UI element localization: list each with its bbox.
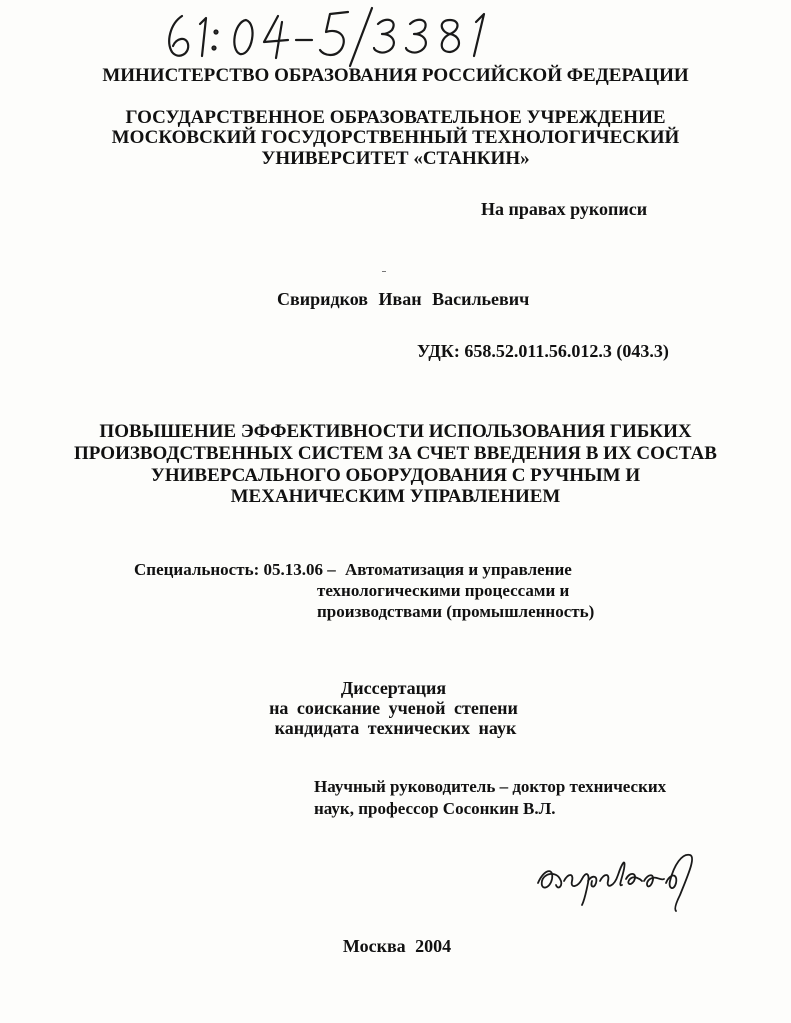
dissertation-line-3: кандидата технических наук bbox=[274, 718, 517, 738]
rights-note: На правах рукописи bbox=[481, 199, 648, 219]
institution-line-2: МОСКОВСКИЙ ГОСУДОРСТВЕННЫЙ ТЕХНОЛОГИЧЕСКИЙ bbox=[111, 127, 680, 148]
thesis-title-line-3: УНИВЕРСАЛЬНОГО ОБОРУДОВАНИЯ С РУЧНЫМ И bbox=[150, 465, 641, 486]
specialty-label: Специальность: 05.13.06 – bbox=[134, 560, 336, 579]
ministry-heading: МИНИСТЕРСТВО ОБРАЗОВАНИЯ РОССИЙСКОЙ ФЕДЕРАЦИИ bbox=[102, 65, 689, 86]
author-name: Свиридков Иван Васильевич bbox=[277, 289, 530, 309]
supervisor-line-2: наук, профессор Сосонкин В.Л. bbox=[314, 799, 556, 818]
author-signature bbox=[530, 845, 710, 915]
institution-line-3: УНИВЕРСИТЕТ «СТАНКИН» bbox=[261, 148, 530, 169]
signature-drawing bbox=[530, 845, 710, 915]
handwritten-archive-code bbox=[160, 6, 520, 68]
specialty-line-1: Автоматизация и управление bbox=[345, 560, 572, 579]
specialty-line-3: производствами (промышленность) bbox=[317, 602, 595, 621]
dissertation-line-1: Диссертация bbox=[340, 678, 447, 698]
specialty-line-2: технологическими процессами и bbox=[317, 581, 570, 600]
thesis-title-line-4: МЕХАНИЧЕСКИМ УПРАВЛЕНИЕМ bbox=[230, 486, 561, 507]
udk-code: УДК: 658.52.011.56.012.3 (043.3) bbox=[417, 341, 669, 361]
dissertation-line-2: на соискание ученой степени bbox=[269, 698, 518, 718]
supervisor-line-1: Научный руководитель – доктор технических bbox=[314, 777, 667, 796]
thesis-title-line-1: ПОВЫШЕНИЕ ЭФФЕКТИВНОСТИ ИСПОЛЬЗОВАНИЯ ГИБКИХ bbox=[99, 421, 692, 442]
institution-line-1: ГОСУДАРСТВЕННОЕ ОБРАЗОВАТЕЛЬНОЕ УЧРЕЖДЕНИЕ bbox=[125, 107, 666, 128]
thesis-title-line-2: ПРОИЗВОДСТВЕННЫХ СИСТЕМ ЗА СЧЕТ ВВЕДЕНИЯ В ИХ СОСТАВ bbox=[74, 443, 717, 464]
city-year: Москва 2004 bbox=[342, 936, 452, 956]
scan-speck bbox=[382, 271, 386, 272]
handwritten-code-drawing bbox=[160, 6, 520, 68]
